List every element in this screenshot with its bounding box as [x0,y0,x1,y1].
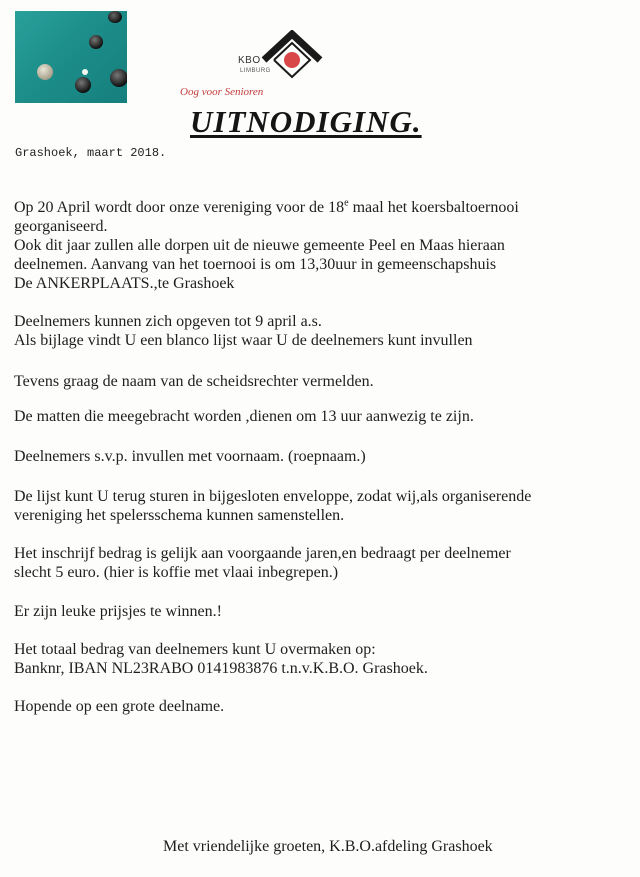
ball [89,35,103,49]
paragraph-prizes: Er zijn leuke prijsjes te winnen.! [14,603,222,620]
text-line: deelnemen. Aanvang van het toernooi is om 13,30uur in gemeenschapshuis [14,256,497,273]
paragraph-referee: Tevens graag de naam van de scheidsrechter vermelden. [14,373,374,390]
logo-org: KBO [238,55,261,66]
text-segment: maal het koersbaltoernooi [348,199,519,216]
text-line [14,198,634,217]
superscript: e [344,197,349,209]
logo-tagline: Oog voor Senioren [180,86,264,98]
text-line: Het inschrijf bedrag is gelijk aan voorgaande jaren,en bedraagt per deelnemer [14,545,511,562]
text-line: De lijst kunt U terug sturen in bijgesloten enveloppe, zodat wij,als organiserende [14,488,532,505]
text-line: De ANKERPLAATS.,te Grashoek [14,275,235,292]
text-segment: Op 20 April wordt door onze vereniging voor de 18 [14,199,345,216]
paragraph-hope: Hopende op een grote deelname. [14,698,225,715]
text-line: Deelnemers kunnen zich opgeven tot 9 april a.s. [14,313,322,330]
paragraph-mats: De matten die meegebracht worden ,dienen om 13 uur aanwezig te zijn. [14,408,474,425]
paragraph-date [14,198,634,293]
text-line: slecht 5 euro. (hier is koffie met vlaai inbegrepen.) [14,564,339,581]
closing-signature: Met vriendelijke groeten, K.B.O.afdeling Grashoek [163,838,493,855]
paragraph-registration [14,312,634,350]
kbo-logo [170,30,330,102]
text-line: Als bijlage vindt U een blanco lijst waar U de deelnemers kunt invullen [14,332,473,349]
paragraph-return [14,487,634,525]
letter-body [14,198,634,716]
paragraph-names: Deelnemers s.v.p. invullen met voornaam. (roepnaam.) [14,448,366,465]
ball [75,77,91,93]
ball [37,64,53,80]
logo-region: LIMBURG [240,68,271,74]
letter-title: UITNODIGING. [190,104,422,139]
text-line: Het totaal bedrag van deelnemers kunt U overmaken op: [14,641,376,658]
ball [108,11,122,23]
text-line: Ook dit jaar zullen alle dorpen uit de nieuwe gemeente Peel en Maas hieraan [14,237,505,254]
text-line: vereniging het spelersschema kunnen samenstellen. [14,507,345,524]
paragraph-payment [14,640,634,678]
koersbal-photo [15,11,127,103]
jack-ball [82,69,88,75]
text-line: georganiseerd. [14,218,108,235]
bank-details: Banknr, IBAN NL23RABO 0141983876 t.n.v.K.B.O. Grashoek. [14,660,428,677]
ball [110,69,127,87]
paragraph-fee [14,544,634,582]
dateline: Grashoek, maart 2018. [15,146,167,160]
